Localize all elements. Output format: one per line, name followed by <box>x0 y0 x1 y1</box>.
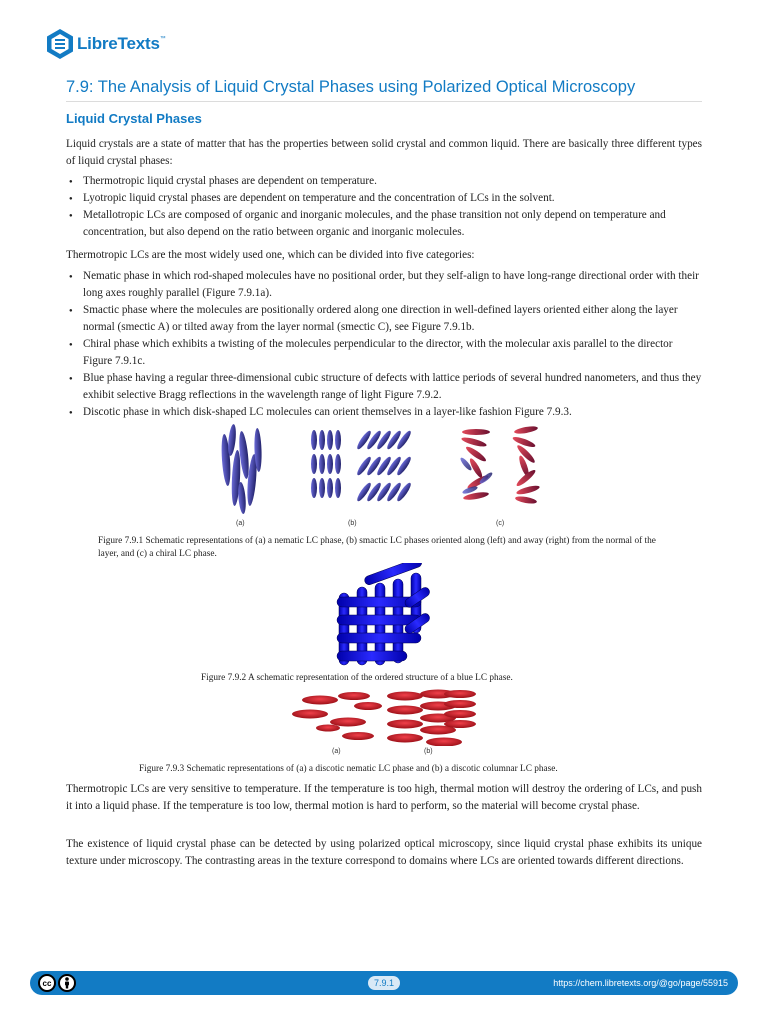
figure-7-9-2 <box>333 563 435 667</box>
attribution-icon <box>58 974 76 992</box>
nematic-phase-illustration <box>220 424 262 515</box>
intro-paragraph: Liquid crystals are a state of matter that has the properties between solid crystal and common liquid. There are basically three different types of liquid crystal phases: <box>66 138 702 167</box>
discotic-columnar-illustration <box>387 690 476 747</box>
page-url-link[interactable]: https://chem.libretexts.org/@go/page/55915 <box>553 978 728 988</box>
polarized-microscopy-paragraph: The existence of liquid crystal phase can be detected by using polarized optical microscopy, since liquid crystal phase exhibits its unique texture under microscopy. The contrasting areas in the texture correspond to domains where LCs are oriented towards different directions. <box>66 838 702 867</box>
list-item: ● Metallotropic LCs are composed of organic and inorganic molecules, and the phase transition not only depend on temperature and concentration, but also depend on the ratio between organic and inorganic molecules. <box>66 207 702 241</box>
list-item: ● Discotic phase in which disk-shaped LC molecules can orient themselves in a layer-like fashion Figure 7.9.3. <box>66 404 702 421</box>
list-item: ● Smactic phase where the molecules are positionally ordered along one direction in well-defined layers oriented either along the layer normal (smectic A) or tilted away from the layer normal (smectic C), see Figure 7.9.1b. <box>66 302 702 336</box>
section-heading: Liquid Crystal Phases <box>66 111 202 126</box>
figure-label-a: (a) <box>236 520 245 527</box>
list-item: ● Thermotropic liquid crystal phases are dependent on temperature. <box>66 173 702 190</box>
person-icon <box>62 977 72 989</box>
thermotropic-intro: Thermotropic LCs are the most widely used one, which can be divided into five categories: <box>66 249 475 261</box>
figure-label-c: (c) <box>496 520 505 527</box>
creative-commons-icon: cc <box>38 974 56 992</box>
figure-7-9-2-caption: Figure 7.9.2 A schematic representation of the ordered structure of a blue LC phase. <box>201 673 513 683</box>
smectic-phase-illustration <box>311 429 413 502</box>
figure-7-9-3-caption: Figure 7.9.3 Schematic representations of (a) a discotic nematic LC phase and (b) a discotic columnar LC phase. <box>139 764 558 774</box>
figure-7-9-1 <box>214 420 554 530</box>
figure-label-a: (a) <box>332 748 341 755</box>
list-item: ● Chiral phase which exhibits a twisting of the molecules perpendicular to the director, with the molecular axis parallel to the director Figure 7.9.1c. <box>66 336 702 370</box>
discotic-nematic-illustration <box>292 692 382 740</box>
figure-7-9-3 <box>290 688 480 760</box>
figure-label-b: (b) <box>348 520 357 527</box>
page-number: 7.9.1 <box>368 976 400 990</box>
cc-license-badge[interactable] <box>38 974 76 992</box>
figure-label-b: (b) <box>424 748 433 755</box>
temperature-sensitivity-paragraph: Thermotropic LCs are very sensitive to temperature. If the temperature is too high, thermal motion will destroy the ordering of LCs, and push it into a liquid phase. If the temperature is too low, thermal motion is hard to perform, so the material will become crystal phase. <box>66 783 702 812</box>
page-footer <box>30 971 738 995</box>
figure-7-9-1-caption: Figure 7.9.1 Schematic representations of (a) a nematic LC phase, (b) smactic LC phases oriented along (left) and away (right) from the normal of the layer, and (c) a chiral LC phase. <box>98 536 656 559</box>
logo-trademark: ™ <box>159 36 166 42</box>
libretexts-logo[interactable] <box>46 26 166 62</box>
discotic-phase-illustration <box>290 688 480 746</box>
title-divider <box>66 101 702 102</box>
page-title: 7.9: The Analysis of Liquid Crystal Phases using Polarized Optical Microscopy <box>66 78 636 96</box>
list-item: ● Nematic phase in which rod-shaped molecules have no positional order, but they self-align to have long-range directional order with their long axes roughly parallel (Figure 7.9.1a). <box>66 268 702 302</box>
chiral-phase-illustration <box>459 425 540 505</box>
lc-types-list <box>66 173 702 241</box>
thermotropic-categories-list <box>66 268 702 421</box>
libretexts-logo-icon <box>46 28 74 60</box>
blue-phase-illustration <box>333 563 435 667</box>
list-item: ● Blue phase having a regular three-dimensional cubic structure of defects with lattice periods of several hundred nanometers, and thus they exhibit selective Bragg reflections in the wavelength range of light Figure 7.9.2. <box>66 370 702 404</box>
logo-text: LibreTexts <box>77 34 160 53</box>
lc-phases-illustration <box>214 420 554 520</box>
list-item: ● Lyotropic liquid crystal phases are dependent on temperature and the concentration of LCs in the solvent. <box>66 190 702 207</box>
